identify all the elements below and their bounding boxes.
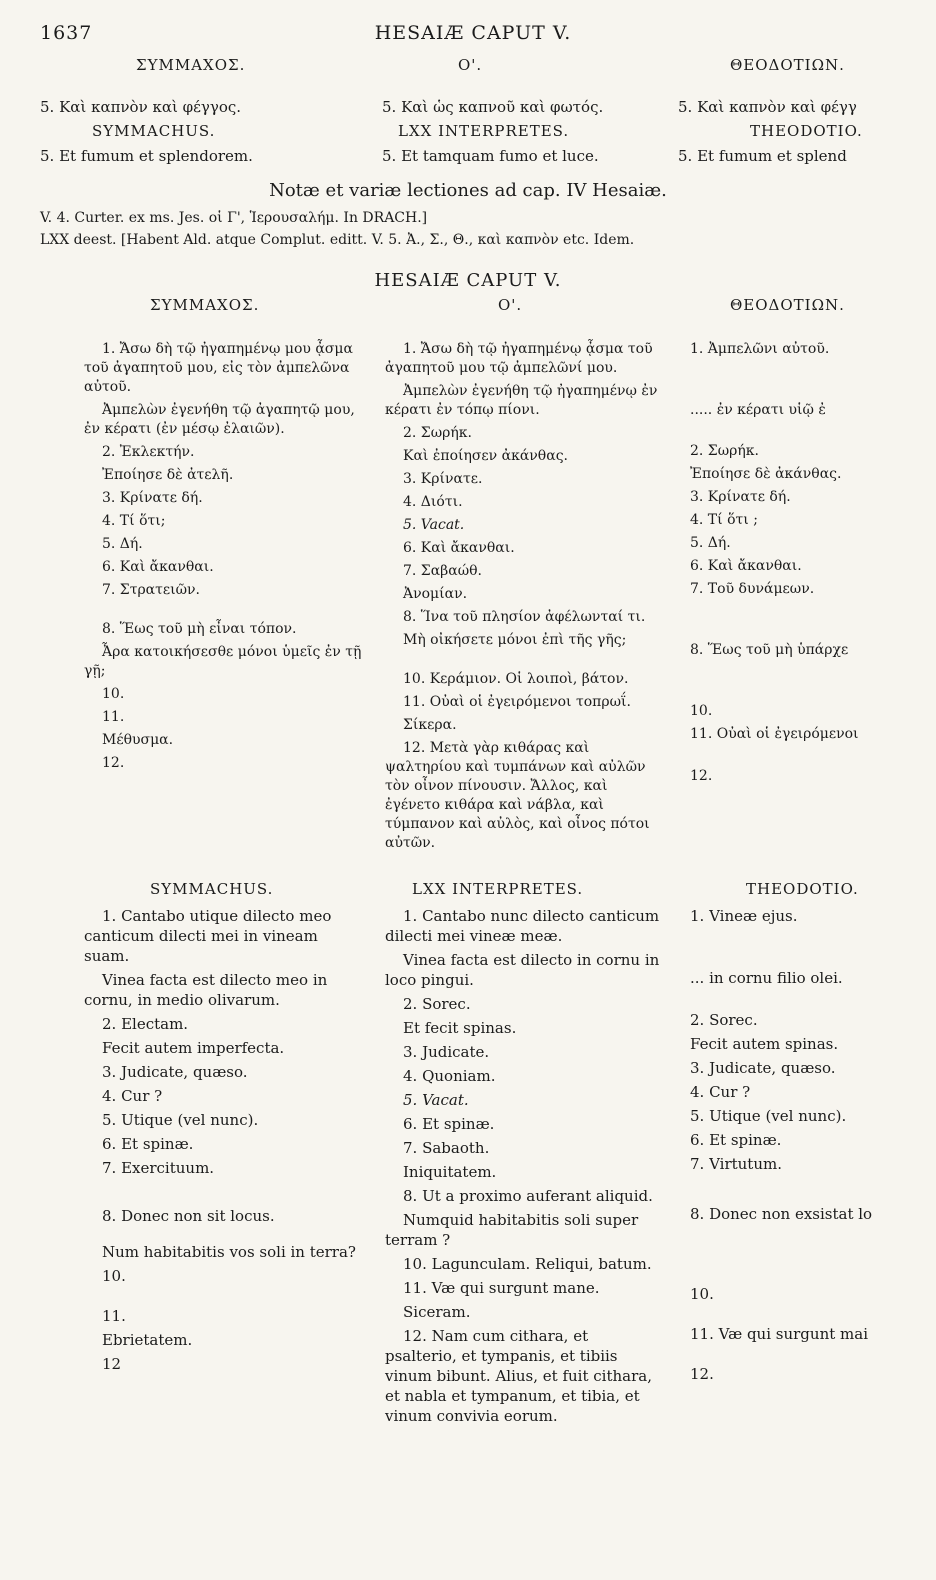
greek-column-symmachus [84,340,366,777]
top-latin-head-theodotion: THEODOTIO. [750,122,863,140]
greek-the-verse: 1. Ἀμπελῶνι αὐτοῦ. [690,341,830,357]
greek-column-theodotion [690,340,936,790]
greek-the-verse: 10. [690,703,713,719]
top-latin-lxx: 5. Et tamquam fumo et luce. [382,147,599,165]
col-head-symmachus-greek: ΣΥΜΜΑΧΟΣ. [136,56,246,74]
latin-sym-verse: 5. Utique (vel nunc). [102,1111,259,1129]
greek-lxx-verse: Ἀμπελὼν ἐγενήθη τῷ ἠγαπημένῳ ἐν κέρατι ἐν τόπῳ πίονι. [385,383,658,418]
latin-lxx-verse: 2. Sorec. [403,995,471,1013]
latin-sym-verse: 8. Donec non sit locus. [102,1207,275,1225]
latin-sym-verse: 10. [102,1267,126,1285]
greek-lxx-verse: Ἀνομίαν. [403,586,468,602]
latin-lxx-verse: 7. Sabaoth. [403,1139,490,1157]
greek-sym-verse: 10. [102,686,125,702]
latin-sym-verse: Num habitabitis vos soli in terra? [102,1243,356,1261]
latin-head-symmachus: SYMMACHUS. [150,880,274,898]
greek-sym-verse: 8. Ἕως τοῦ μὴ εἶναι τόπον. [102,621,297,637]
latin-sym-verse: 7. Exercituum. [102,1159,215,1177]
top-latin-symmachus: 5. Et fumum et splendorem. [40,147,253,165]
latin-sym-verse: Ebrietatem. [102,1331,193,1349]
top-latin-theodotion: 5. Et fumum et splend [678,147,847,165]
greek-lxx-verse: Καὶ ἐποίησεν ἀκάνθας. [403,448,568,464]
latin-lxx-verse: 5. Vacat. [403,1091,469,1109]
latin-the-verse: Fecit autem spinas. [690,1035,839,1053]
greek-lxx-verse: 5. Vacat. [403,517,465,533]
latin-sym-verse: 1. Cantabo utique dilecto meo canticum dilecti mei in vineam suam. [84,907,332,965]
latin-column-headings [40,880,896,904]
latin-lxx-verse: 11. Væ qui surgunt mane. [403,1279,600,1297]
latin-sym-verse: Vinea facta est dilecto meo in cornu, in medio olivarum. [84,971,328,1009]
col-head-lxx-greek: Ο'. [458,56,483,74]
latin-sym-verse: 2. Electam. [102,1015,189,1033]
latin-sym-verse: Fecit autem imperfecta. [102,1039,285,1057]
top-greek-theodotion: 5. Καὶ καπνὸν καὶ φέγγ [678,98,857,116]
latin-lxx-verse: 10. Lagunculam. Reliqui, batum. [403,1255,652,1273]
greek-the-verse: 3. Κρίνατε δή. [690,489,791,505]
greek-sym-verse: 6. Καὶ ἄκανθαι. [102,559,214,575]
latin-the-verse: 11. Væ qui surgunt mai [690,1325,868,1343]
notes-line-2: LXX deest. [Habent Ald. atque Complut. editt. V. 5. Ἀ., Σ., Θ., καὶ καπνὸν etc. Idem. [40,232,635,248]
running-title: HESAIÆ CAPUT V. [374,22,572,44]
greek-the-verse: 4. Τί ὅτι ; [690,512,758,528]
greek-lxx-verse: 3. Κρίνατε. [403,471,483,487]
greek-sym-verse: 11. [102,709,125,725]
col-head-lxx: Ο'. [498,296,523,314]
latin-lxx-verse: 6. Et spinæ. [403,1115,495,1133]
greek-sym-verse: Μέθυσμα. [102,732,174,748]
greek-lxx-verse: 2. Σωρήκ. [403,425,472,441]
running-header [40,22,906,48]
greek-the-verse: 7. Τοῦ δυνάμεων. [690,581,815,597]
page-number: 1637 [40,22,93,44]
greek-the-verse: 12. [690,768,713,784]
greek-sym-verse: 1. Ἄσω δὴ τῷ ἠγαπημένῳ μου ᾆσμα τοῦ ἀγαπητοῦ μου, εἰς τὸν ἀμπελῶνα αὐτοῦ. [84,341,353,395]
greek-sym-verse: Ἐποίησε δὲ ἀτελῆ. [102,467,234,483]
greek-the-verse: ..... ἐν κέρατι υἱῷ ἐ [690,402,826,418]
top-column-headings [40,56,896,80]
latin-the-verse: 5. Utique (vel nunc). [690,1107,847,1125]
latin-lxx-verse: 1. Cantabo nunc dilecto canticum dilecti mei vineæ meæ. [385,907,660,945]
greek-lxx-verse: 10. Κεράμιον. Οἱ λοιποὶ, βάτον. [403,671,629,687]
latin-the-verse: 12. [690,1365,714,1383]
greek-the-verse: Ἐποίησε δὲ ἀκάνθας. [690,466,842,482]
latin-lxx-verse: 8. Ut a proximo auferant aliquid. [403,1187,653,1205]
greek-lxx-verse: 4. Διότι. [403,494,463,510]
latin-head-theodotion: THEODOTIO. [746,880,859,898]
col-head-symmachus: ΣΥΜΜΑΧΟΣ. [150,296,260,314]
latin-sym-verse: 6. Et spinæ. [102,1135,194,1153]
greek-the-verse: 8. Ἕως τοῦ μὴ ὑπάρχε [690,642,849,658]
latin-head-lxx: LXX INTERPRETES. [412,880,584,898]
greek-lxx-verse: 7. Σαβαώθ. [403,563,483,579]
section-column-headings [40,296,896,320]
greek-lxx-verse: 1. Ἄσω δὴ τῷ ἠγαπημένῳ ᾆσμα τοῦ ἀγαπητοῦ μου τῷ ἀμπελῶνί μου. [385,341,653,376]
latin-the-verse: 3. Judicate, quæso. [690,1059,836,1077]
greek-lxx-verse: 11. Οὐαὶ οἱ ἐγειρόμενοι τοπρωΐ. [403,694,631,710]
latin-column-theodotion [690,906,936,1388]
latin-lxx-verse: Vinea facta est dilecto in cornu in loco pingui. [385,951,660,989]
greek-the-verse: 11. Οὐαὶ οἱ ἐγειρόμενοι [690,726,859,742]
latin-column-lxx [385,906,660,1430]
latin-the-verse: 7. Virtutum. [690,1155,782,1173]
greek-sym-verse: 2. Ἐκλεκτήν. [102,444,195,460]
greek-sym-verse: 7. Στρατειῶν. [102,582,200,598]
col-head-theodotion: ΘΕΟΔΟΤΙΩΝ. [730,296,845,314]
latin-the-verse: 10. [690,1285,714,1303]
latin-lxx-verse: 12. Nam cum cithara, et psalterio, et tympanis, et tibiis vinum bibunt. Alius, et fuit cithara, et nabla et tympanum, et tibia, et vinum convivia eorum. [385,1327,652,1425]
greek-lxx-verse: 8. Ἵνα τοῦ πλησίον ἀφέλωνταί τι. [403,609,646,625]
col-head-theodotion-greek: ΘΕΟΔΟΤΙΩΝ. [730,56,845,74]
latin-lxx-verse: 3. Judicate. [403,1043,490,1061]
latin-sym-verse: 3. Judicate, quæso. [102,1063,248,1081]
greek-sym-verse: 5. Δή. [102,536,143,552]
greek-sym-verse: Ἀμπελὼν ἐγενήθη τῷ ἀγαπητῷ μου, ἐν κέρατι (ἐν μέσῳ ἐλαιῶν). [84,402,355,437]
top-greek-symmachus: 5. Καὶ καπνὸν καὶ φέγγος. [40,98,242,116]
latin-the-verse: 2. Sorec. [690,1011,758,1029]
latin-the-verse: 1. Vineæ ejus. [690,907,798,925]
latin-lxx-verse: Et fecit spinas. [403,1019,517,1037]
greek-the-verse: 5. Δή. [690,535,731,551]
greek-column-lxx [385,340,660,857]
latin-sym-verse: 4. Cur ? [102,1087,163,1105]
latin-sym-verse: 11. [102,1307,126,1325]
greek-lxx-verse: Μὴ οἰκήσετε μόνοι ἐπὶ τῆς γῆς; [403,632,627,648]
latin-sym-verse: 12 [102,1355,122,1373]
latin-the-verse: 6. Et spinæ. [690,1131,782,1149]
top-greek-lxx: 5. Καὶ ὡς καπνοῦ καὶ φωτός. [382,98,604,116]
greek-the-verse: 6. Καὶ ἄκανθαι. [690,558,802,574]
latin-lxx-verse: Siceram. [403,1303,471,1321]
greek-sym-verse: 12. [102,755,125,771]
top-latin-head-lxx: LXX INTERPRETES. [398,122,570,140]
notes-line-1: V. 4. Curter. ex ms. Jes. οἱ Γ', Ἱερουσαλήμ. In DRACH.] [40,210,428,226]
latin-the-verse: 4. Cur ? [690,1083,751,1101]
greek-sym-verse: 3. Κρίνατε δή. [102,490,203,506]
latin-lxx-verse: 4. Quoniam. [403,1067,496,1085]
latin-the-verse: ... in cornu filio olei. [690,969,843,987]
latin-the-verse: 8. Donec non exsistat lo [690,1205,873,1223]
latin-column-symmachus [84,906,366,1378]
latin-lxx-verse: Iniquitatem. [403,1163,497,1181]
greek-lxx-verse: 6. Καὶ ἄκανθαι. [403,540,515,556]
greek-sym-verse: 4. Τί ὅτι; [102,513,166,529]
greek-sym-verse: Ἆρα κατοικήσεσθε μόνοι ὑμεῖς ἐν τῇ γῇ; [84,644,362,679]
notes-title: Notæ et variæ lectiones ad cap. IV Hesaiæ. [269,180,667,201]
section-title: HESAIÆ CAPUT V. [374,270,562,291]
latin-lxx-verse: Numquid habitabitis soli super terram ? [385,1211,639,1249]
greek-lxx-verse: Σίκερα. [403,717,457,733]
greek-the-verse: 2. Σωρήκ. [690,443,759,459]
greek-lxx-verse: 12. Μετὰ γὰρ κιθάρας καὶ ψαλτηρίου καὶ τυμπάνων καὶ αὐλῶν τὸν οἶνον πίνουσιν. Ἄλλος, καὶ ἐγένετο κιθάρα καὶ νάβλα, καὶ τύμπανον καὶ αὐλὸς, καὶ οἶνος πότοι αὐτῶν. [385,740,650,851]
top-latin-head-symmachus: SYMMACHUS. [92,122,216,140]
